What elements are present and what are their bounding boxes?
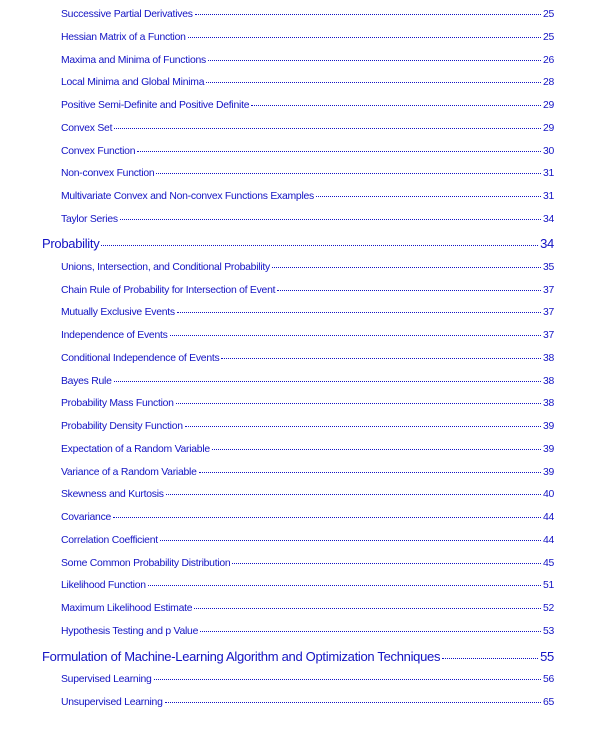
dot-leader	[156, 172, 541, 174]
toc-entry-page: 37	[542, 330, 554, 341]
toc-entry-title: Likelihood Function	[61, 580, 146, 591]
toc-entry[interactable]	[61, 580, 554, 591]
dot-leader	[114, 127, 541, 129]
dot-leader	[148, 584, 541, 586]
dot-leader	[206, 81, 541, 83]
toc-entry[interactable]	[61, 444, 554, 455]
toc-entry-page: 29	[542, 123, 554, 134]
dot-leader	[113, 516, 541, 518]
toc-entry[interactable]	[61, 603, 554, 614]
toc-entry[interactable]	[61, 77, 554, 88]
dot-leader	[120, 218, 541, 220]
toc-entry-title: Hypothesis Testing and p Value	[61, 626, 199, 637]
toc-entry-title: Expectation of a Random Variable	[61, 444, 210, 455]
toc-entry-title: Multivariate Convex and Non-convex Functions Examples	[61, 191, 314, 202]
toc-entry-page: 28	[542, 77, 554, 88]
dot-leader	[272, 266, 541, 268]
toc-entry-title: Non-convex Function	[61, 168, 155, 179]
toc-entry[interactable]	[61, 285, 554, 296]
toc-entry-page: 31	[542, 191, 554, 202]
toc-entry-title: Independence of Events	[61, 330, 168, 341]
dot-leader	[177, 311, 541, 313]
dot-leader	[114, 380, 541, 382]
dot-leader	[170, 334, 541, 336]
toc-chapter-title: Probability	[42, 236, 100, 251]
dot-leader	[176, 402, 541, 404]
toc-entry-title: Probability Mass Function	[61, 398, 174, 409]
toc-entry-page: 38	[542, 353, 554, 364]
dot-leader	[442, 657, 538, 659]
toc-entry-title: Chain Rule of Probability for Intersection of Event	[61, 285, 276, 296]
toc-entry[interactable]	[61, 100, 554, 111]
toc-entry-page: 44	[542, 535, 554, 546]
toc-entry[interactable]	[61, 398, 554, 409]
toc-entry[interactable]	[61, 191, 554, 202]
dot-leader	[166, 493, 541, 495]
toc-chapter-entry[interactable]	[42, 649, 554, 664]
dot-leader	[200, 630, 541, 632]
toc-entry[interactable]	[61, 376, 554, 387]
dot-leader	[185, 425, 541, 427]
dot-leader	[212, 448, 541, 450]
toc-entry-title: Unions, Intersection, and Conditional Probability	[61, 262, 270, 273]
toc-entry[interactable]	[61, 558, 554, 569]
toc-entry-title: Skewness and Kurtosis	[61, 489, 164, 500]
dot-leader	[154, 678, 541, 680]
toc-entry-page: 65	[542, 697, 554, 708]
toc-entry-title: Successive Partial Derivatives	[61, 9, 193, 20]
toc-entry[interactable]	[61, 535, 554, 546]
toc-entry[interactable]	[61, 489, 554, 500]
dot-leader	[232, 562, 540, 564]
dot-leader	[137, 150, 541, 152]
toc-entry-title: Convex Set	[61, 123, 113, 134]
dot-leader	[195, 13, 541, 15]
dot-leader	[165, 701, 541, 703]
toc-entry[interactable]	[61, 512, 554, 523]
toc-entry-page: 31	[542, 168, 554, 179]
toc-entry-title: Maxima and Minima of Functions	[61, 55, 206, 66]
toc-entry-page: 30	[542, 146, 554, 157]
toc-entry-page: 40	[542, 489, 554, 500]
toc-entry-title: Convex Function	[61, 146, 136, 157]
toc-entry-title: Bayes Rule	[61, 376, 112, 387]
toc-entry-page: 53	[542, 626, 554, 637]
toc-entry[interactable]	[61, 146, 554, 157]
toc-entry-page: 52	[542, 603, 554, 614]
toc-entry-page: 37	[542, 285, 554, 296]
toc-entry-title: Unsupervised Learning	[61, 697, 163, 708]
toc-entry-title: Variance of a Random Variable	[61, 467, 197, 478]
dot-leader	[199, 471, 541, 473]
toc-entry-title: Supervised Learning	[61, 674, 152, 685]
dot-leader	[160, 539, 541, 541]
toc-entry-page: 34	[542, 214, 554, 225]
toc-entry-title: Hessian Matrix of a Function	[61, 32, 186, 43]
toc-entry[interactable]	[61, 123, 554, 134]
toc-entry-page: 25	[542, 9, 554, 20]
toc-entry-page: 26	[542, 55, 554, 66]
toc-entry-page: 25	[542, 32, 554, 43]
toc-entry[interactable]	[61, 697, 554, 708]
toc-entry-title: Probability Density Function	[61, 421, 183, 432]
toc-entry-page: 38	[542, 376, 554, 387]
dot-leader	[194, 607, 541, 609]
toc-entry[interactable]	[61, 353, 554, 364]
toc-chapter-page: 55	[540, 649, 554, 664]
toc-entry-title: Mutually Exclusive Events	[61, 307, 175, 318]
toc-entry-title: Positive Semi-Definite and Positive Definite	[61, 100, 250, 111]
dot-leader	[316, 195, 541, 197]
toc-entry-page: 51	[542, 580, 554, 591]
toc-entry[interactable]	[61, 9, 554, 20]
toc-entry-page: 37	[542, 307, 554, 318]
toc-entry[interactable]	[61, 421, 554, 432]
toc-entry-title: Maximum Likelihood Estimate	[61, 603, 193, 614]
toc-entry[interactable]	[61, 32, 554, 43]
toc-entry-title: Correlation Coefficient	[61, 535, 158, 546]
toc-entry-page: 56	[542, 674, 554, 685]
toc-entry-title: Taylor Series	[61, 214, 118, 225]
toc-entry[interactable]	[61, 262, 554, 273]
dot-leader	[188, 36, 541, 38]
dot-leader	[101, 244, 538, 246]
toc-entry-title: Local Minima and Global Minima	[61, 77, 205, 88]
toc-entry[interactable]	[61, 55, 554, 66]
dot-leader	[208, 59, 541, 61]
toc-entry-page: 38	[542, 398, 554, 409]
toc-entry[interactable]	[61, 626, 554, 637]
toc-entry[interactable]	[61, 307, 554, 318]
dot-leader	[277, 289, 541, 291]
dot-leader	[251, 104, 541, 106]
toc-entry-page: 44	[542, 512, 554, 523]
toc-chapter-title: Formulation of Machine-Learning Algorithm and Optimization Techniques	[42, 649, 441, 664]
toc-entry-page: 39	[542, 467, 554, 478]
toc-entry[interactable]	[61, 330, 554, 341]
toc-entry-title: Covariance	[61, 512, 112, 523]
toc-chapter-entry[interactable]	[42, 236, 554, 251]
toc-entry[interactable]	[61, 214, 554, 225]
toc-entry-page: 29	[542, 100, 554, 111]
dot-leader	[221, 357, 540, 359]
toc-entry-title: Conditional Independence of Events	[61, 353, 220, 364]
toc-entry[interactable]	[61, 168, 554, 179]
toc-entry-page: 35	[542, 262, 554, 273]
toc-chapter-page: 34	[540, 236, 554, 251]
toc-entry-page: 45	[542, 558, 554, 569]
toc-entry[interactable]	[61, 674, 554, 685]
toc-entry-title: Some Common Probability Distribution	[61, 558, 231, 569]
toc-entry-page: 39	[542, 421, 554, 432]
toc-entry[interactable]	[61, 467, 554, 478]
toc-entry-page: 39	[542, 444, 554, 455]
